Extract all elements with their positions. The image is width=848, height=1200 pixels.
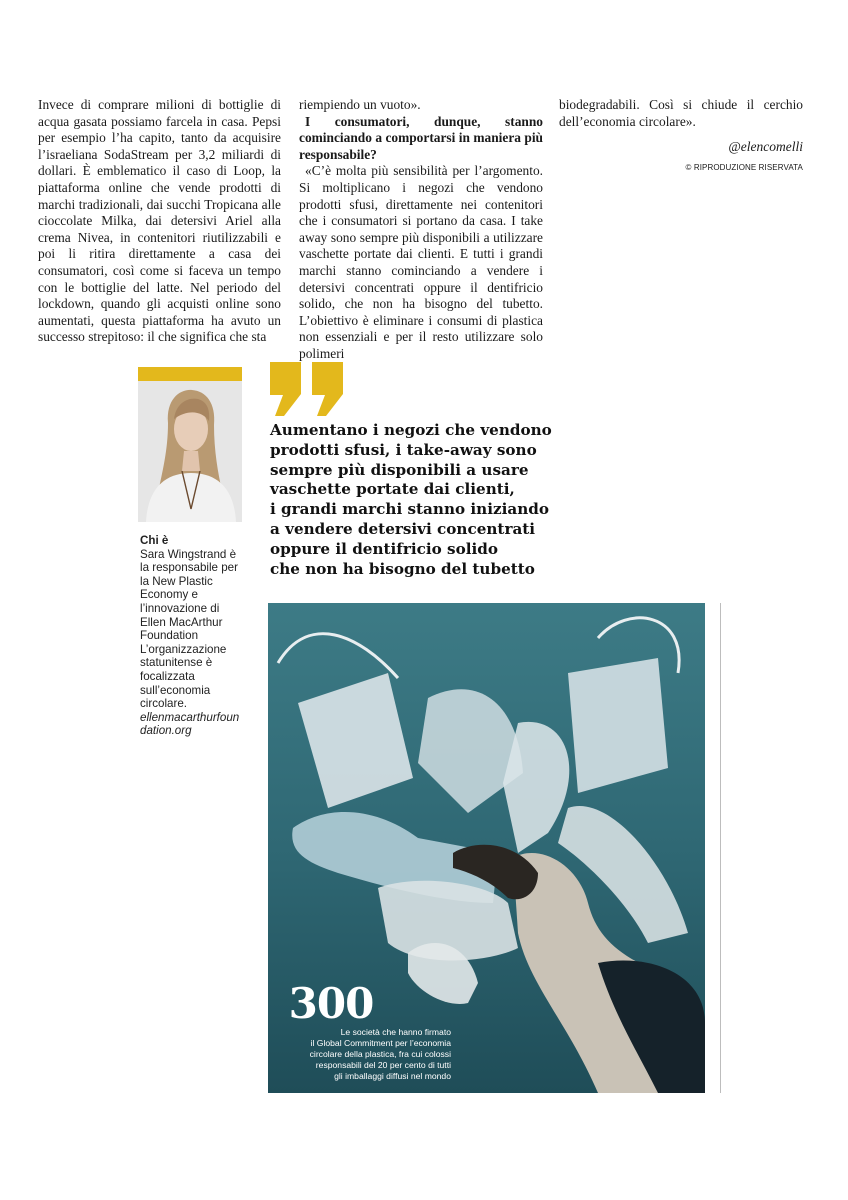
quote-icon xyxy=(270,362,348,421)
article-column-3 xyxy=(559,97,803,176)
copyright-notice: © RIPRODUZIONE RISERVATA xyxy=(685,162,803,172)
portrait-illustration xyxy=(138,381,242,522)
bio-text: Sara Wingstrand è la responsabile per la New Plastic Economy e l’innovazione di Ellen MacArthur Foundation L’organizzazione statunitense è focalizzata sull’economia circolare. xyxy=(140,547,238,711)
article-column-2 xyxy=(299,97,543,363)
bio-heading: Chi è xyxy=(140,534,169,547)
article-paragraph: riempiendo un vuoto». xyxy=(299,97,421,112)
bio-website[interactable]: ellenmacarthurfoundation.org xyxy=(140,710,240,738)
stat-caption xyxy=(268,1027,451,1082)
sidebar-bio xyxy=(140,534,244,738)
stat-number: 300 xyxy=(288,979,374,1028)
article-paragraph: «C’è molta più sensibilità per l’argomento. Si moltiplicano i negozi che vendono prodotti sfusi, direttamente nei contenitori che i consumatori si portano da casa. I take away sono sempre più disponibili a utilizzare vaschette portate dai clienti. E tutti i grandi marchi stanno cominciando a vendere i detersivi concentrati oppure il dentifricio solido, che non ha bisogno del tubetto. L’obiettivo è eliminare i consumi di plastica non essenziali e per il resto utilizzare solo polimeri xyxy=(299,163,543,361)
photo-divider xyxy=(720,603,721,1093)
stat-caption-line: circolare della plastica, fra cui colossi xyxy=(309,1049,451,1059)
article-column-1 xyxy=(38,97,281,346)
pull-quote-line: che non ha bisogno del tubetto xyxy=(270,559,535,578)
author-handle: @elencomelli xyxy=(728,139,803,155)
accent-bar xyxy=(138,367,242,381)
pull-quote-line: Aumentano i negozi che vendono xyxy=(270,421,552,439)
pull-quote-line: prodotti sfusi, i take-away sono xyxy=(270,440,537,459)
pull-quote-line: sempre più disponibili a usare xyxy=(270,460,529,479)
pull-quote-line: i grandi marchi stanno iniziando xyxy=(270,500,550,519)
pull-quote-line: vaschette portate dai clienti, xyxy=(270,480,515,499)
stat-caption-line: gli imballaggi diffusi nel mondo xyxy=(334,1071,451,1081)
pull-quote-line: oppure il dentifricio solido xyxy=(270,539,499,558)
pull-quote-line: a vendere detersivi concentrati xyxy=(270,519,536,538)
portrait-photo xyxy=(138,381,242,522)
pull-quote xyxy=(270,421,552,579)
article-paragraph: biodegradabili. Così si chiude il cerchio dell’economia circolare». xyxy=(559,97,803,129)
stat-caption-line: Le società che hanno firmato xyxy=(340,1027,451,1037)
interview-question: I consumatori, dunque, stanno cominciando a comportarsi in maniera più responsabile? xyxy=(299,113,543,162)
stat-caption-line: responsabili del 20 per cento di tutti xyxy=(315,1060,451,1070)
stat-caption-line: il Global Commitment per l’economia xyxy=(310,1038,451,1048)
article-paragraph: Invece di comprare milioni di bottiglie di acqua gasata possiamo farcela in casa. Pepsi per esempio l’ha capito, tanto da acquisire l’israeliana SodaStream per 3,2 miliardi di dollari. È emblematico il caso di Loop, la piattaforma online che vende prodotti di marchi tradizionali, dai succhi Tropicana alle cioccolate Milka, dai detersivi Ariel alla crema Nivea, in contenitori riutilizzabili e poi li ritira direttamente a casa dei consumatori, così come si faceva un tempo con le bottiglie del latte. Nel periodo del lockdown, quando gli acquisti online sono aumentati, questa piattaforma ha avuto un successo strepitoso: il che significa che sta xyxy=(38,97,281,345)
